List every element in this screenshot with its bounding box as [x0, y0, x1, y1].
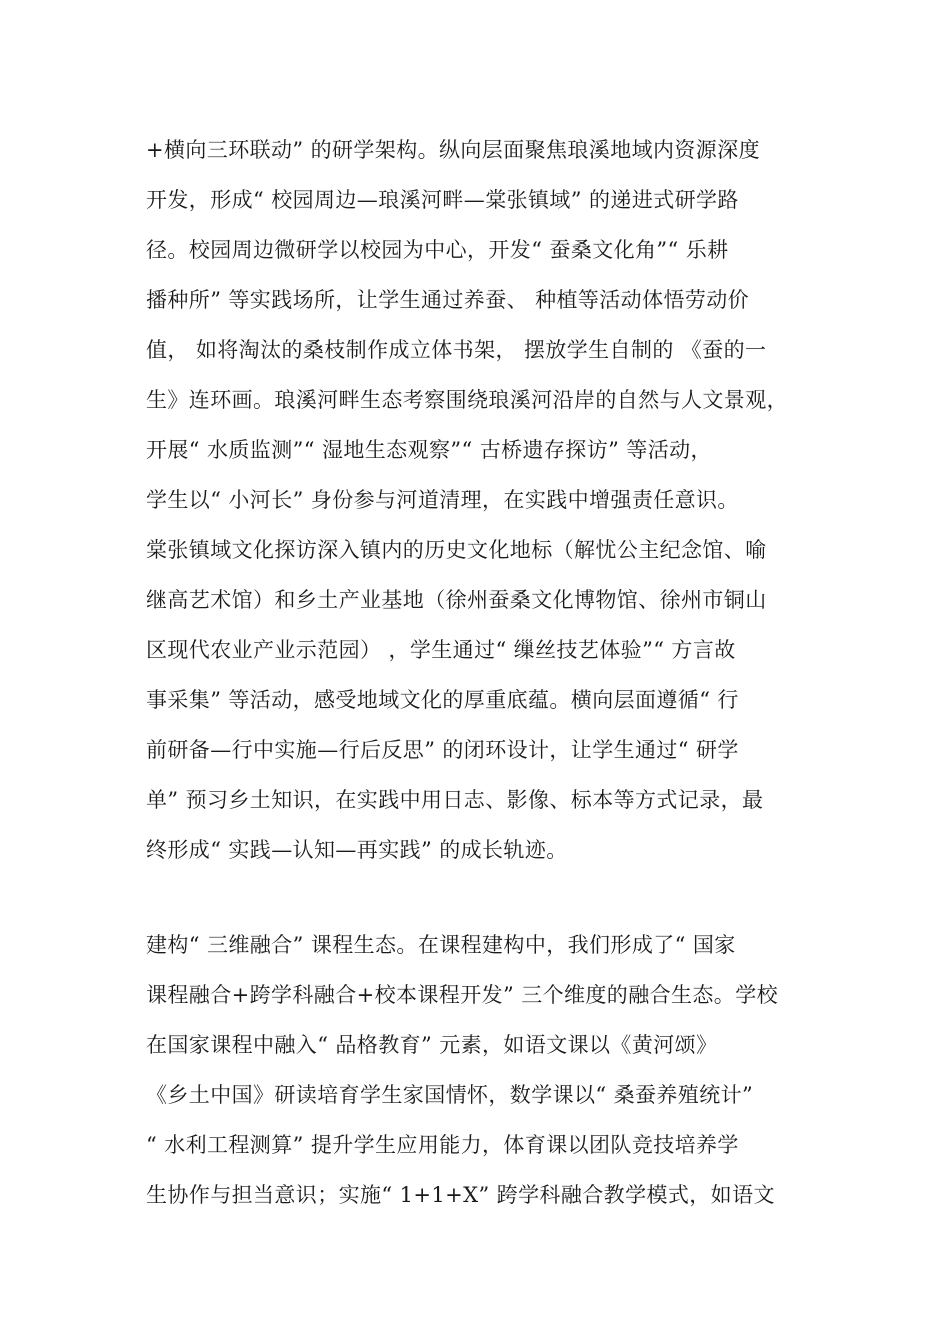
text-line: 课程融合+跨学科融合+校本课程开发” 三个维度的融合生态。学校 [146, 983, 778, 1007]
text-line: 生协作与担当意识；实施“ 1+1+X” 跨学科融合教学模式，如语文 [146, 1183, 775, 1207]
text-line: 《乡土中国》研读培育学生家国情怀，数学课以“ 桑蚕养殖统计” [146, 1083, 754, 1107]
text-line: 前研备—行中实施—行后反思” 的闭环设计，让学生通过“ 研学 [146, 738, 739, 762]
text-line: 开发，形成“ 校园周边—琅溪河畔—棠张镇域” 的递进式研学路 [146, 188, 739, 212]
paragraph-curriculum-ecology [146, 920, 826, 1220]
text-line: 径。校园周边微研学以校园为中心，开发“ 蚕桑文化角”“ 乐耕 [146, 238, 729, 262]
text-line: 建构“ 三维融合” 课程生态。在课程建构中，我们形成了“ 国家 [146, 933, 736, 957]
text-line: “ 水利工程测算” 提升学生应用能力，体育课以团队竞技培养学 [146, 1133, 739, 1157]
text-line: 学生以“ 小河长” 身份参与河道清理，在实践中增强责任意识。 [146, 488, 739, 512]
text-line: 在国家课程中融入“ 品格教育” 元素，如语文课以《黄河颂》 [146, 1033, 718, 1057]
text-line: 开展“ 水质监测”“ 湿地生态观察”“ 古桥遗存探访” 等活动， [146, 438, 712, 462]
text-line: 事采集” 等活动，感受地域文化的厚重底蕴。横向层面遵循“ 行 [146, 688, 739, 712]
text-line: +横向三环联动” 的研学架构。纵向层面聚焦琅溪地域内资源深度 [146, 138, 761, 162]
text-line: 继高艺术馆）和乡土产业基地（徐州蚕桑文化博物馆、徐州市铜山 [146, 588, 767, 612]
text-line: 棠张镇域文化探访深入镇内的历史文化地标（解忧公主纪念馆、喻 [146, 538, 767, 562]
text-line: 区现代农业产业示范园） ，学生通过“ 缫丝技艺体验”“ 方言故 [146, 638, 736, 662]
text-line: 播种所” 等实践场所，让学生通过养蚕、 种植等活动体悟劳动价 [146, 288, 750, 312]
text-line: 单” 预习乡土知识，在实践中用日志、影像、标本等方式记录，最 [146, 788, 764, 812]
text-line: 终形成“ 实践—认知—再实践” 的成长轨迹。 [146, 838, 568, 862]
text-line: 值， 如将淘汰的桑枝制作成立体书架， 摆放学生自制的 《蚕的一 [146, 338, 767, 362]
paragraph-research-framework [146, 125, 826, 875]
text-line: 生》连环画。琅溪河畔生态考察围绕琅溪河沿岸的自然与人文景观， [146, 388, 788, 412]
